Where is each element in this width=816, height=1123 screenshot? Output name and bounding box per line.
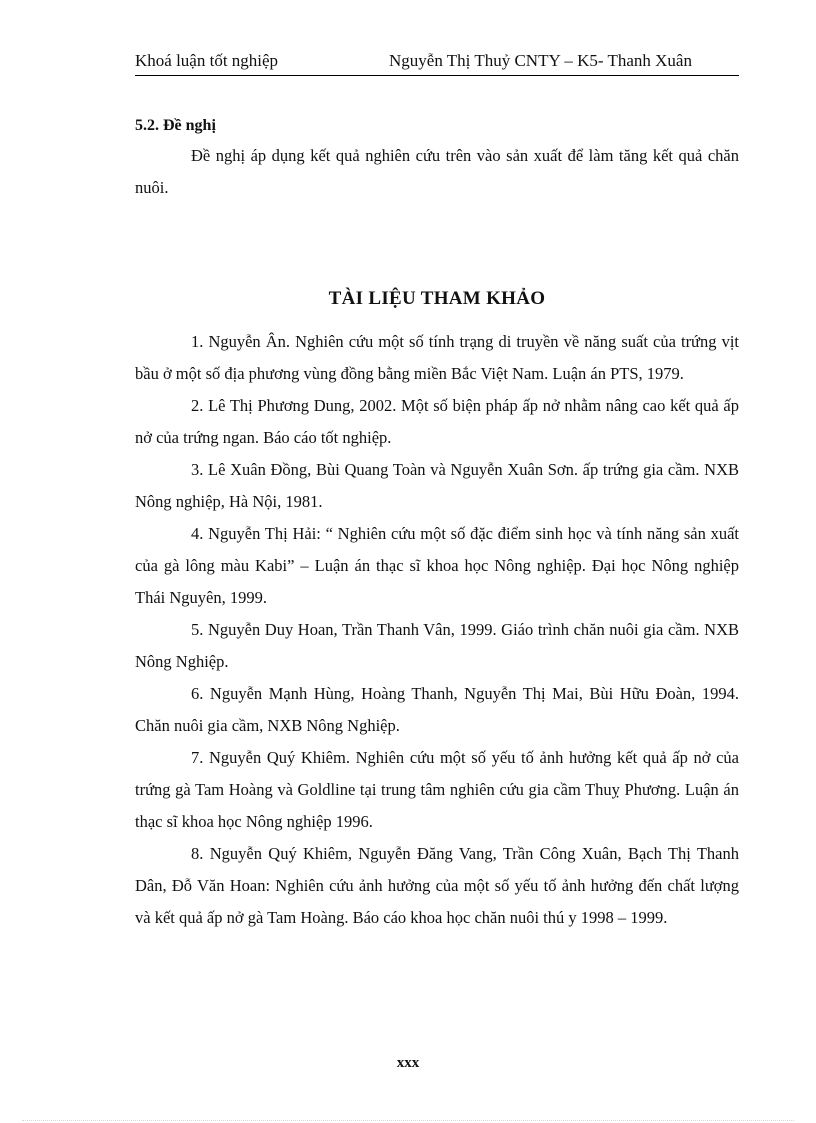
page-number: xxx (396, 1055, 420, 1071)
reference-item: 5. Nguyễn Duy Hoan, Trần Thanh Vân, 1999. Giáo trình chăn nuôi gia cầm. NXB Nông Nghiệp. (135, 620, 739, 671)
section-heading: 5.2. Đề nghị (135, 117, 216, 134)
references-title: TÀI LIỆU THAM KHẢO (328, 288, 546, 309)
reference-item: 6. Nguyễn Mạnh Hùng, Hoàng Thanh, Nguyễn Thị Mai, Bùi Hữu Đoàn, 1994. Chăn nuôi gia cầm, NXB Nông Nghiệp. (135, 684, 739, 735)
reference-item: 1. Nguyễn Ân. Nghiên cứu một số tính trạng di truyền về năng suất của trứng vịt bầu ở một số địa phương vùng đồng bằng miền Bắc Việt Nam. Luận án PTS, 1979. (135, 332, 739, 383)
page-bottom-divider (22, 1120, 794, 1121)
header-left-text: Khoá luận tốt nghiệp (135, 51, 279, 70)
page-content (135, 112, 739, 927)
page-header (135, 49, 739, 76)
reference-item: 4. Nguyễn Thị Hải: “ Nghiên cứu một số đặc điểm sinh học và tính năng sản xuất của gà lông màu Kabi” – Luận án thạc sĩ khoa học Nông nghiệp. Đại học Nông nghiệp Thái Nguyên, 1999. (135, 524, 739, 607)
section-paragraph: Đề nghị áp dụng kết quả nghiên cứu trên vào sản xuất để làm tăng kết quả chăn nuôi. (135, 146, 739, 197)
references-list (135, 326, 739, 934)
reference-item: 2. Lê Thị Phương Dung, 2002. Một số biện pháp ấp nở nhằm nâng cao kết quả ấp nở của trứng ngan. Báo cáo tốt nghiệp. (135, 396, 739, 447)
header-right-text: Nguyễn Thị Thuỷ CNTY – K5- Thanh Xuân (389, 51, 692, 70)
reference-item: 3. Lê Xuân Đồng, Bùi Quang Toàn và Nguyễn Xuân Sơn. ấp trứng gia cầm. NXB Nông nghiệp, Hà Nội, 1981. (135, 460, 739, 511)
reference-item: 8. Nguyễn Quý Khiêm, Nguyễn Đăng Vang, Trần Công Xuân, Bạch Thị Thanh Dân, Đỗ Văn Hoan: Nghiên cứu ảnh hưởng của một số yếu tố ảnh hưởng đến chất lượng và kết quả ấp nở gà Tam Hoàng. Báo cáo khoa học chăn nuôi thú y 1998 – 1999. (135, 844, 739, 927)
reference-item: 7. Nguyễn Quý Khiêm. Nghiên cứu một số yếu tố ảnh hưởng kết quả ấp nở của trứng gà Tam Hoàng và Goldline tại trung tâm nghiên cứu gia cầm Thuỵ Phương. Luận án thạc sĩ khoa học Nông nghiệp 1996. (135, 748, 739, 831)
